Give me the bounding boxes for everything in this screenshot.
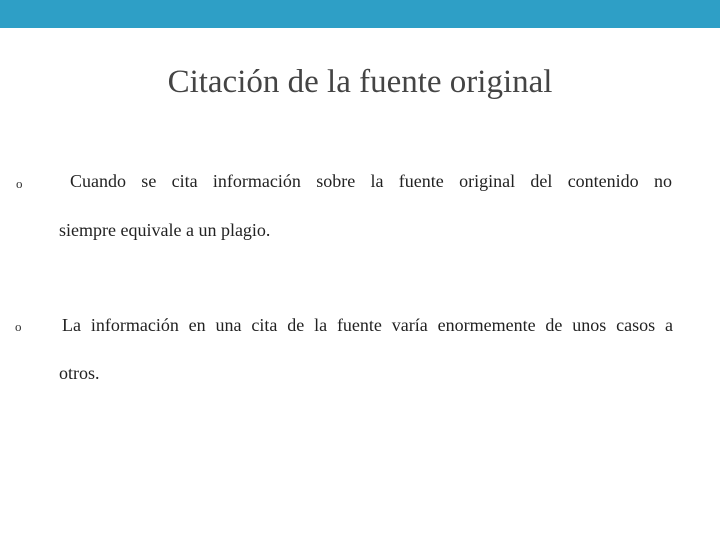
bullet-text-line: siempre equivale a un plagio. [59,220,271,240]
bullet-item [0,260,720,400]
bullet-text-line: Cuando se cita información sobre la fuente original del contenido no [70,171,672,191]
bullet-text-line: La información en una cita de la fuente varía enormemente de unos casos a [62,315,673,335]
slide-title: Citación de la fuente original [167,64,553,100]
bullet-text-line: otros. [59,363,100,383]
bullet-item [0,0,720,260]
bullet-marker-icon: o [16,176,23,191]
bullet-marker-icon: o [15,319,22,334]
